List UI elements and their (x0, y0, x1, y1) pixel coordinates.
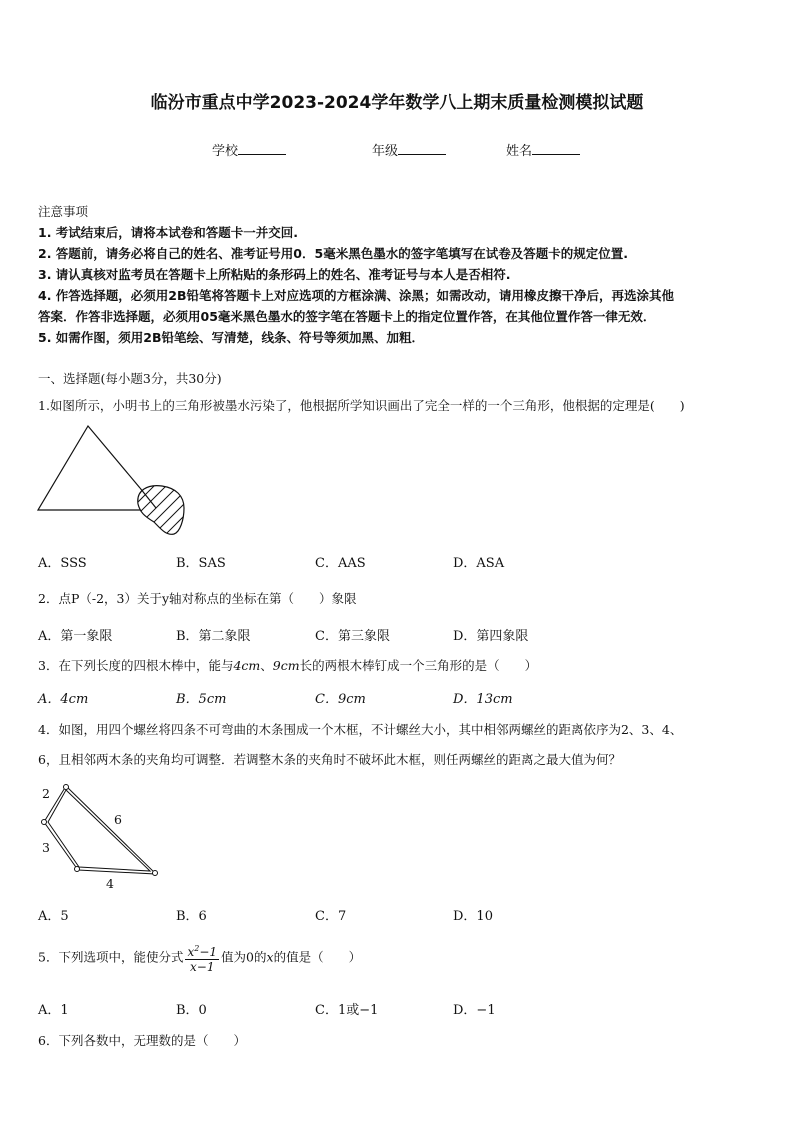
note-4: 4. 作答选择题，必须用2B铅笔将答题卡上对应选项的方框涂满、涂黑；如需改动，请用橡皮擦干净后，再选涂其他 (38, 288, 675, 303)
q3-option-c[interactable]: C．9cm (315, 692, 366, 707)
frame-label-3: 3 (42, 840, 50, 855)
school-blank (238, 142, 286, 155)
question-4-line2: 6，且相邻两木条的夹角均可调整．若调整木条的夹角时不破坏此木框，则任两螺丝的距离之最大值为何？ (38, 752, 621, 767)
page-title: 临汾市重点中学2023-2024学年数学八上期末质量检测模拟试题 (150, 93, 644, 113)
q5-option-c[interactable]: C．1或−1 (315, 1003, 379, 1018)
frame-label-2: 2 (42, 786, 50, 801)
question-2: 2．点P（-2，3）关于y轴对称点的坐标在第（ ）象限 (38, 591, 357, 606)
q4-option-b[interactable]: B．6 (176, 909, 207, 924)
note-1: 1. 考试结束后，请将本试卷和答题卡一并交回. (38, 225, 299, 240)
note-2: 2. 答题前，请务必将自己的姓名、准考证号用0．5毫米黑色墨水的签字笔填写在试卷及答题卡的规定位置. (38, 246, 628, 261)
q3-option-d[interactable]: D．13cm (453, 692, 513, 707)
fraction-expression: $\frac{x^2-1}{x-1}$ (187, 944, 218, 974)
q1-option-d[interactable]: D．ASA (453, 556, 505, 571)
question-5: 5．下列选项中，能使分式 $\frac{x^2-1}{x-1}$ 值为0的x的值是（ ） (38, 944, 362, 974)
grade-label: 年级 (372, 144, 399, 159)
question-1: 1.如图所示，小明书上的三角形被墨水污染了，他根据所学知识画出了完全一样的一个三角形，他根据的定理是( ) (38, 398, 685, 413)
q2-option-b[interactable]: B．第二象限 (176, 629, 251, 644)
q5-option-d[interactable]: D．−1 (453, 1003, 496, 1018)
q1-option-c[interactable]: C．AAS (315, 556, 366, 571)
frame-label-6: 6 (114, 812, 122, 827)
school-field (212, 140, 286, 159)
note-3: 3. 请认真核对监考员在答题卡上所粘贴的条形码上的姓名、准考证号与本人是否相符. (38, 267, 511, 282)
question-4-line1: 4．如图，用四个螺丝将四条不可弯曲的木条围成一个木框，不计螺丝大小，其中相邻两螺丝的距离依序为2、3、4、 (38, 722, 683, 737)
question-3: 3．在下列长度的四根木棒中，能与4cm、9cm长的两根木棒钉成一个三角形的是（ ） (38, 658, 538, 673)
q5-option-b[interactable]: B．0 (176, 1003, 207, 1018)
grade-blank (398, 142, 446, 155)
q1-option-b[interactable]: B．SAS (176, 556, 226, 571)
note-4-cont: 答案．作答非选择题，必须用05毫米黑色墨水的签字笔在答题卡上的指定位置作答，在其他位置作答一律无效． (38, 309, 656, 324)
school-label: 学校 (212, 144, 239, 159)
name-label: 姓名 (506, 144, 533, 159)
note-5: 5. 如需作图，须用2B铅笔绘、写清楚，线条、符号等须加黑、加粗． (38, 330, 425, 345)
q5-option-a[interactable]: A．1 (38, 1003, 69, 1018)
q3-option-a[interactable]: A．4cm (38, 692, 89, 707)
q4-option-d[interactable]: D．10 (453, 909, 493, 924)
q2-option-a[interactable]: A．第一象限 (38, 629, 113, 644)
section-heading: 一、选择题(每小题3分，共30分) (38, 371, 222, 386)
q2-option-d[interactable]: D．第四象限 (453, 629, 529, 644)
q3-option-b[interactable]: B．5cm (176, 692, 227, 707)
name-blank (532, 142, 580, 155)
ink-stained-triangle-figure (36, 424, 196, 536)
notes-heading: 注意事项 (38, 204, 89, 219)
grade-field (372, 140, 446, 159)
q1-option-a[interactable]: A．SSS (38, 556, 87, 571)
q4-option-a[interactable]: A．5 (38, 909, 69, 924)
question-6: 6．下列各数中，无理数的是（ ） (38, 1033, 246, 1048)
q4-option-c[interactable]: C．7 (315, 909, 347, 924)
length-9cm: 9cm (272, 658, 300, 673)
length-4cm: 4cm (233, 658, 261, 673)
frame-label-4: 4 (106, 876, 114, 891)
name-field (506, 140, 580, 159)
q2-option-c[interactable]: C．第三象限 (315, 629, 390, 644)
